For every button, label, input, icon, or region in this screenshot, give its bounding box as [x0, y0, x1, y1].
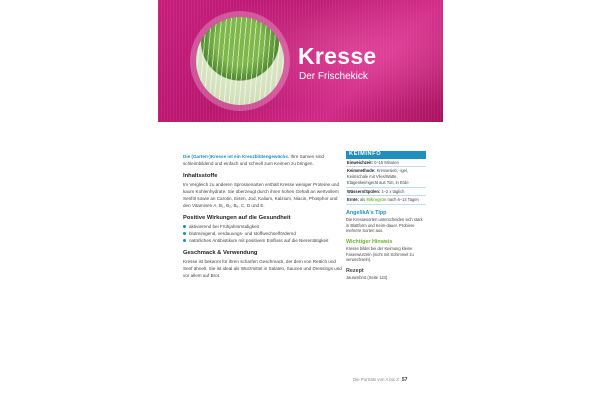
page-number: 57 [401, 377, 408, 383]
section-heading-taste: Geschmack & Verwendung [183, 250, 258, 256]
keiminfo-row: Einweichzeit: 0–15 Minuten [346, 159, 426, 168]
sidebar [346, 151, 426, 281]
note-text: Kresse bildet bei der Keimung kleine Fasenwurzeln (nicht mit Schimmel zu verwechseln). [346, 246, 414, 263]
page-subtitle: Der Frischekick [299, 71, 368, 82]
tip-heading: AngelikA's Tipp [346, 209, 387, 216]
cress-photo [196, 17, 284, 105]
section-text-ingredients: Im Vergleich zu anderen Sprossenarten enthält Kresse weniger Proteine und kaum Kohlenhydrate. Sie überzeugt durch ihren hohen Gehalt an wertvollem Senföl sowie an Carotin, Eisen, Jod, Kalium, Kalzium, Niacin, Phosphor und den Vitaminen A, B₁, B₂, B₆, C, D und E. [183, 182, 340, 208]
recipe-text: Jausenbrot (Seite 124) [346, 275, 388, 281]
intro-paragraph [183, 153, 343, 167]
header-banner [158, 0, 443, 122]
section-text-taste: Kresse ist bekannt für ihren scharfen Geschmack, der dem von Rettich und Senf ähnelt. Sie ist ideal als Würzmittel in Salaten, Saucen und Dressings und vor allem auf Brot. [183, 259, 342, 278]
list-item: natürliches Antibiotikum mit positivem Einfluss auf die Nierentätigkeit [183, 237, 343, 244]
keiminfo-row: Wässern/Spülen: 1–2 x täglich [346, 188, 426, 197]
section-heading-ingredients: Inhaltsstoffe [183, 173, 218, 179]
page-footer [353, 377, 407, 383]
bullet-icon [183, 232, 186, 235]
bullet-icon [183, 225, 186, 228]
chapter-label: Die Porträts von A bis Z [353, 377, 399, 382]
tip-text: Die Kressesorten unterscheiden sich stark in Blattform und Keim-dauer. Probiere mehrere Sorten aus. [346, 216, 423, 234]
bullet-icon [183, 239, 186, 242]
page-title: Kresse [298, 43, 377, 69]
section-heading-effects: Positive Wirkungen auf die Gesundheit [183, 215, 291, 221]
intro-lead: Die (Garten-)Kresse ist ein Kreuzblütengewächs. [183, 154, 290, 159]
keiminfo-row: Keimmethode: Kressesieb, -igel, Keimschale mit Vlies/Watte, Etagenkeimgerät aus Ton, in Erde [346, 167, 426, 187]
main-column [183, 153, 343, 279]
note-heading: Wichtiger Hinweis [346, 239, 393, 246]
book-page [158, 0, 443, 400]
intro-rest: Ihre Samen sind schleimbildend und einfach und schnell zum Keimen zu bringen. [183, 154, 324, 166]
effects-list [183, 223, 343, 244]
photo-frame [190, 11, 290, 111]
keiminfo-row: Ernte: als Mikrogrün nach 6–14 Tagen [346, 196, 426, 205]
list-item: blutreinigend, verdauungs- und stoffwechselfördernd [183, 230, 343, 237]
list-item: aktivierend bei Frühjahrsmüdigkeit [183, 223, 343, 230]
recipe-heading: Rezept [346, 268, 364, 275]
keiminfo-header: KEIMINFO [346, 151, 426, 159]
